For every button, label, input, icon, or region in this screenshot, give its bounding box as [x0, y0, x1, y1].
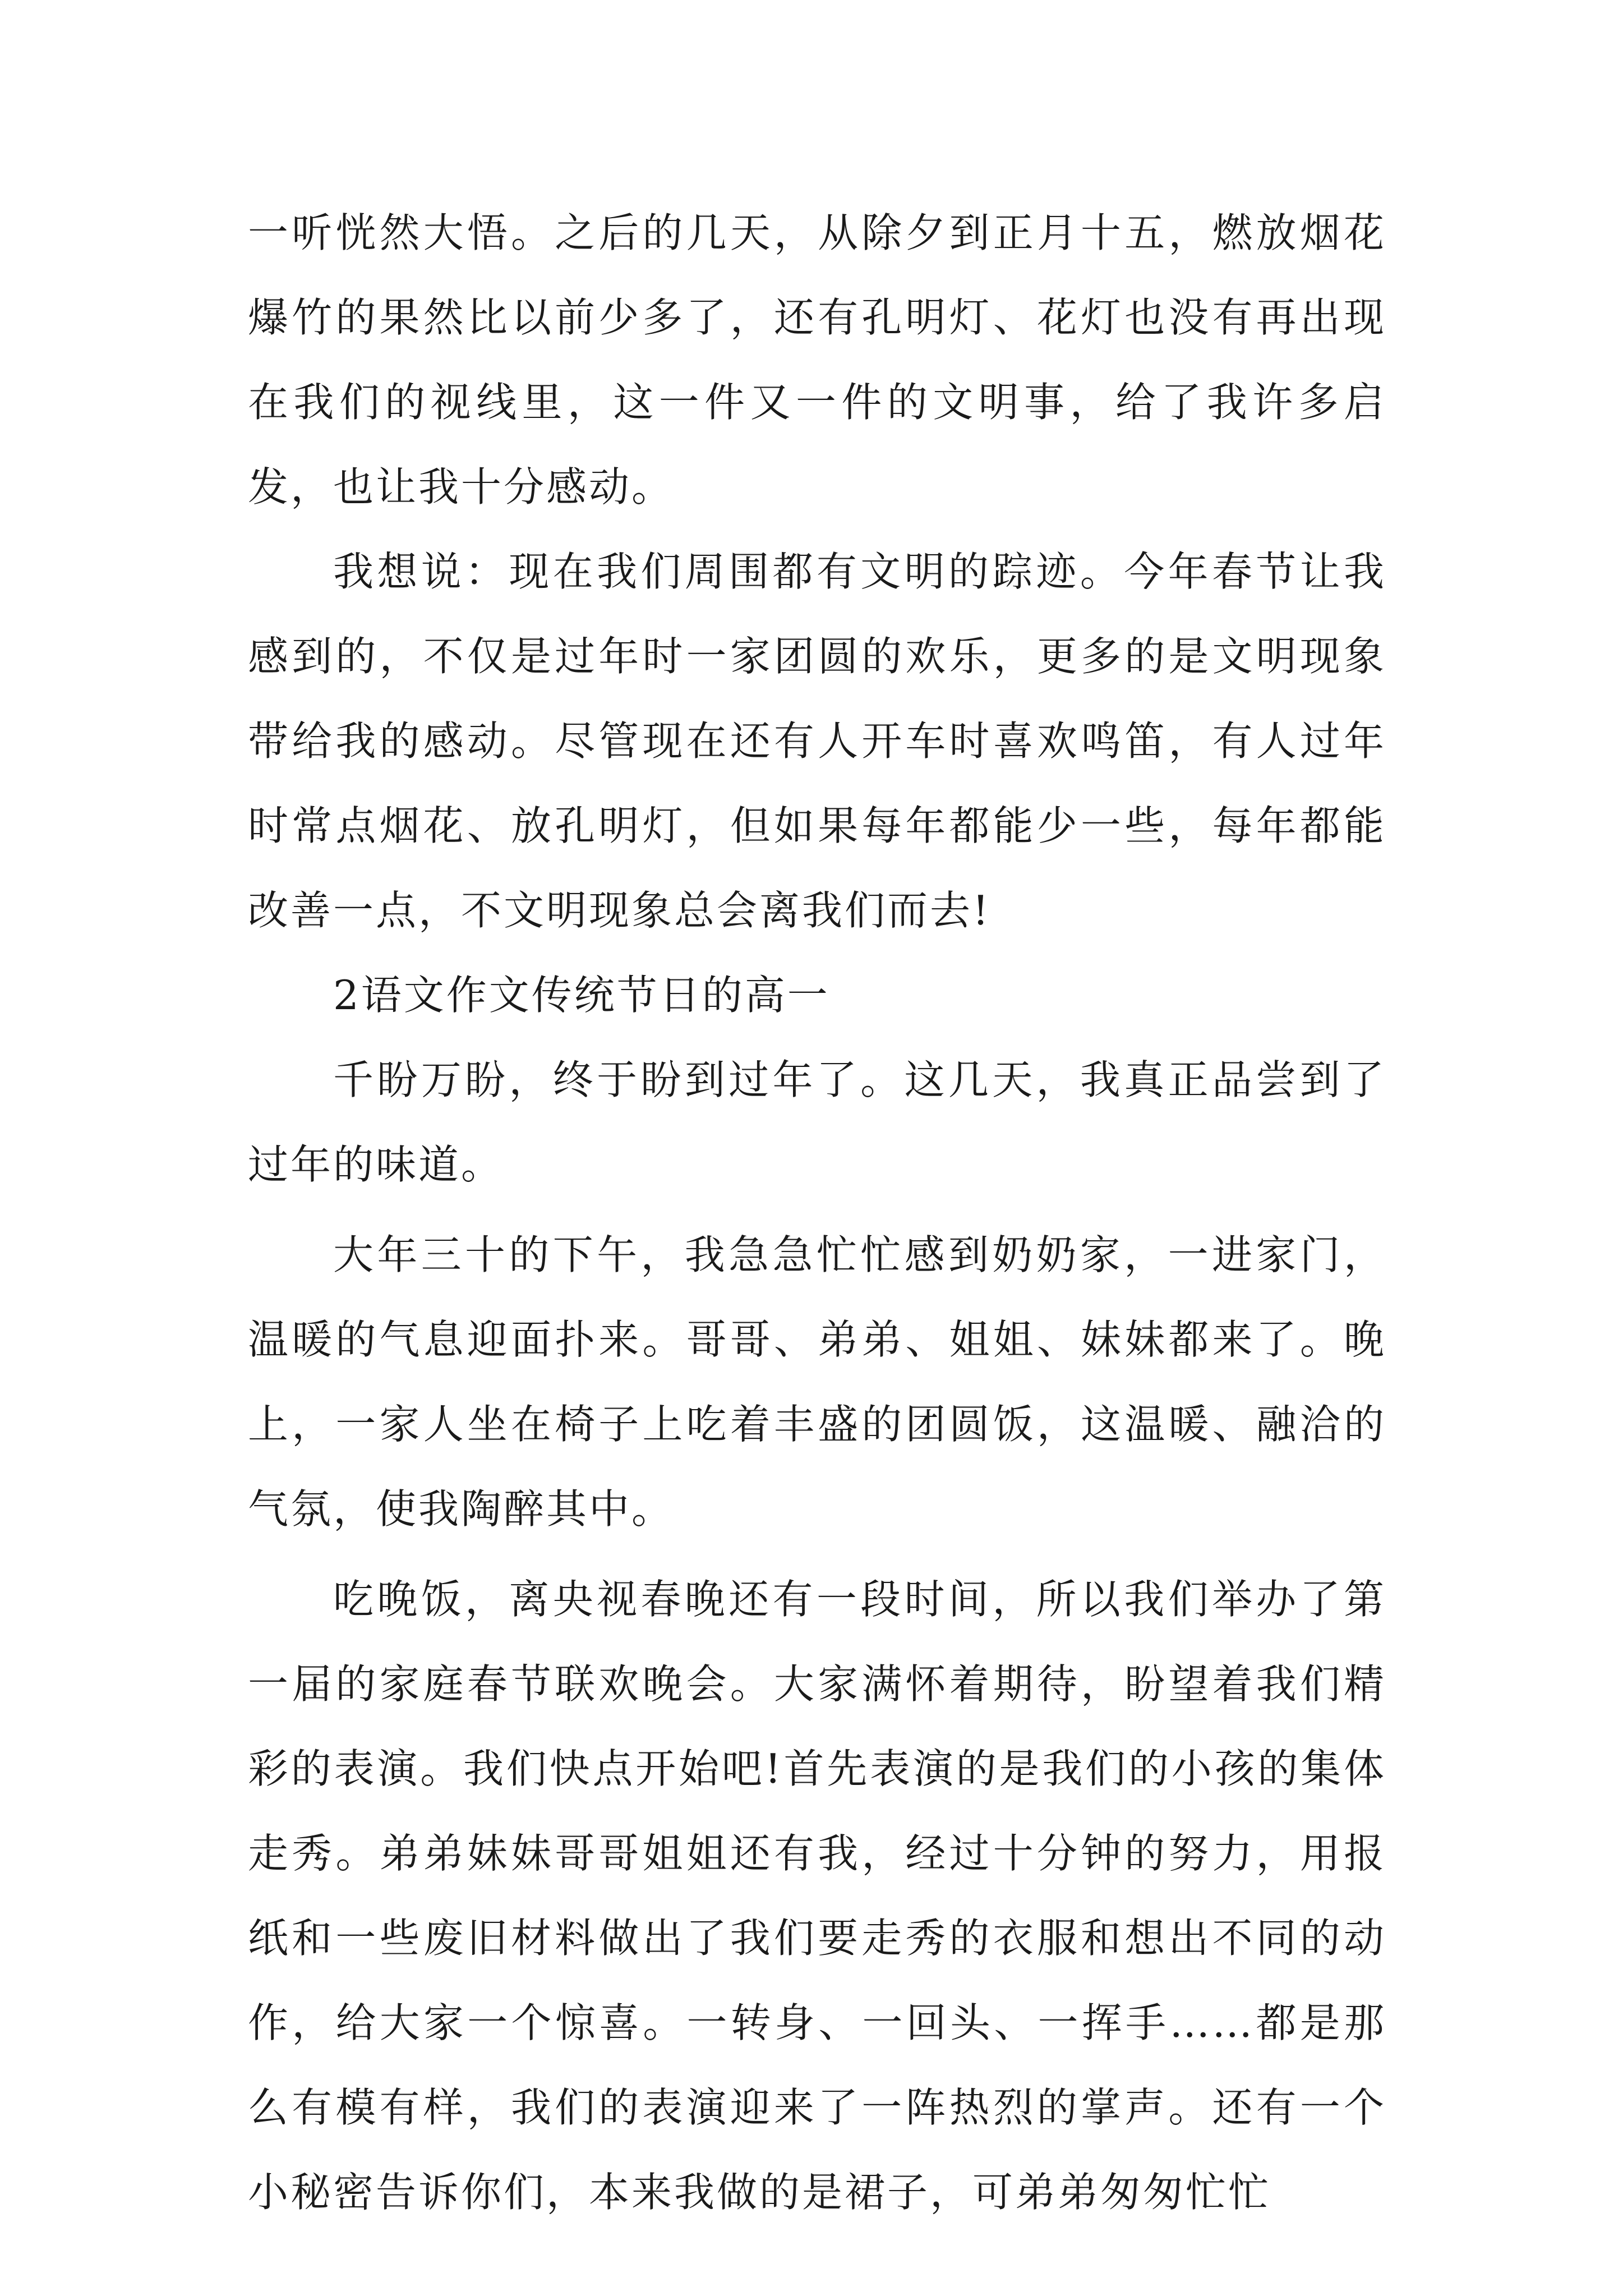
paragraph-family-gala: 吃晚饭，离央视春晚还有一段时间，所以我们举办了第一届的家庭春节联欢晚会。大家满怀着期待，盼望着我们精彩的表演。我们快点开始吧!首先表演的是我们的小孩的集体走秀。弟弟妹妹哥哥姐姐还有我，经过十分钟的努力，用报纸和一些废旧材料做出了我们要走秀的衣服和想出不同的动作，给大家一个惊喜。一转身、一回头、一挥手……都是那么有模有样，我们的表演迎来了一阵热烈的掌声。还有一个小秘密告诉你们，本来我做的是裙子，可弟弟匆匆忙忙 — [248, 1576, 1386, 2216]
paragraph-conclusion: 我想说：现在我们周围都有文明的踪迹。今年春节让我感到的，不仅是过年时一家团圆的欢乐，更多的是文明现象带给我的感动。尽管现在还有人开车时喜欢鸣笛，有人过年时常点烟花、放孔明灯，但如果每年都能少一些，每年都能改善一点，不文明现象总会离我们而去! — [248, 548, 1386, 934]
paragraph-new-year-eve: 大年三十的下午，我急急忙忙感到奶奶家，一进家门，温暖的气息迎面扑来。哥哥、弟弟、姐姐、妹妹都来了。晚上，一家人坐在椅子上吃着丰盛的团圆饭，这温暖、融洽的气氛，使我陶醉其中。 — [248, 1231, 1386, 1533]
paragraph-intro: 千盼万盼，终于盼到过年了。这几天，我真正品尝到了过年的味道。 — [248, 1056, 1386, 1188]
section-heading: 2语文作文传统节日的高一 — [333, 972, 830, 1019]
paragraph-continuation: 一听恍然大悟。之后的几天，从除夕到正月十五，燃放烟花爆竹的果然比以前少多了，还有孔明灯、花灯也没有再出现在我们的视线里，这一件又一件的文明事，给了我许多启发，也让我十分感动。 — [248, 209, 1386, 510]
document-body — [248, 191, 1386, 2235]
